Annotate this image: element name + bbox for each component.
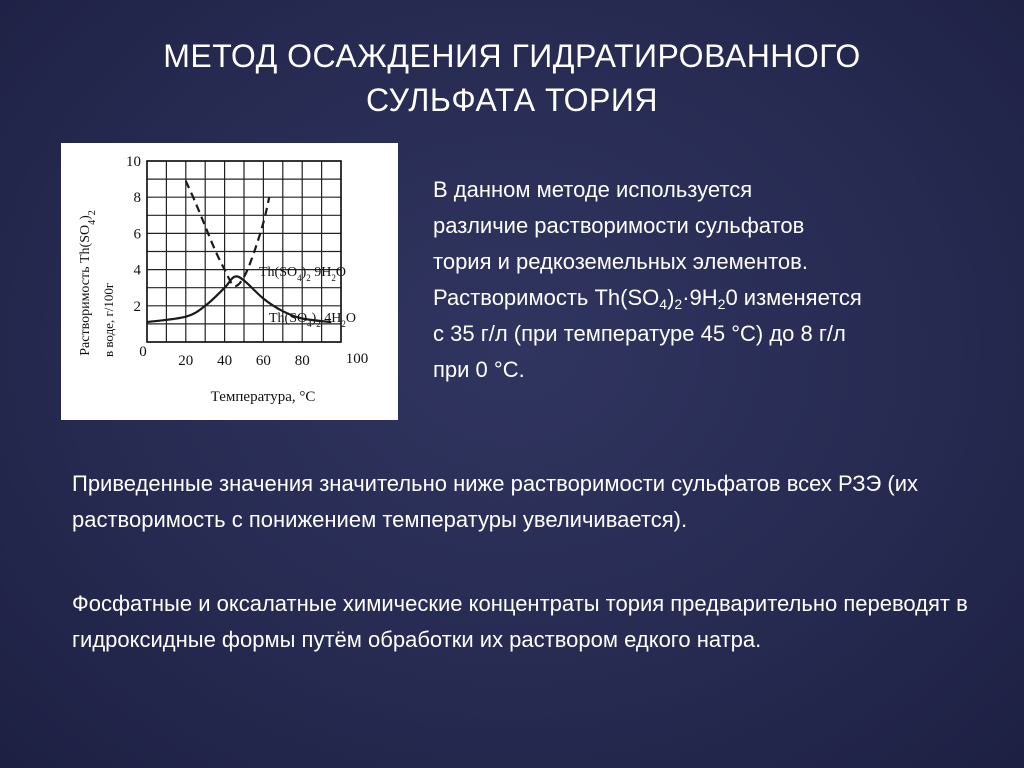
solubility-chart-svg (61, 143, 398, 420)
description-line-4: Растворимость $Th(SO_4)_2\cdot 9H_20$ изменяется (433, 285, 862, 312)
series-label-4h2o: $Th(SO_4)_2$ $4H_2O$ (269, 311, 357, 329)
description-text (433, 172, 993, 388)
x-tick-label: 40 (217, 353, 233, 369)
description-line-6: при 0 °С. (433, 357, 525, 382)
x-tick-label: 60 (255, 353, 271, 369)
y-tick-label: 4 (133, 262, 141, 279)
x-tick-label: 100 (345, 351, 369, 367)
paragraph-ree-solubility: Приведенные значения значительно ниже растворимости сульфатов всех РЗЭ (их растворимость с понижением температуры увеличивается). (72, 471, 919, 532)
solubility-chart (61, 143, 398, 420)
chart-labels (78, 210, 356, 405)
x-tick-label: 0 (139, 344, 147, 360)
description-line-1: В данном методе используется (433, 177, 753, 202)
y-axis-label-line2: в воде, г/100г (101, 282, 116, 357)
y-tick-label: 10 (126, 154, 141, 170)
x-tick-label: 80 (294, 353, 310, 369)
y-axis-label-sub2: 2 (86, 210, 98, 216)
series-label-9h2o: $Th(SO_4)_2$ $9H_2O$ (259, 265, 347, 283)
y-axis-label-main: Растворимость Th(SO (78, 224, 93, 356)
paragraph-concentrates: Фосфатные и оксалатные химические концентраты тория предварительно переводят в гидроксидные формы путём обработки их раствором едкого натра. (72, 591, 968, 652)
y-tick-label: 2 (133, 298, 141, 315)
description-line-3: тория и редкоземельных элементов. (433, 249, 808, 274)
description-line-5: с 35 г/л (при температуре 45 °С) до 8 г/л (433, 321, 846, 346)
slide-title (80, 34, 944, 122)
title-line-1: МЕТОД ОСАЖДЕНИЯ ГИДРАТИРОВАННОГО (163, 38, 861, 74)
x-tick-label: 20 (178, 353, 194, 369)
y-axis-label-line1 (78, 210, 98, 356)
x-axis-label: Температура, °С (210, 389, 316, 405)
y-tick-label: 6 (133, 226, 141, 243)
y-axis-label-sub4: 4 (86, 219, 98, 225)
chart-axes (126, 154, 368, 369)
title-line-2: СУЛЬФАТА ТОРИЯ (366, 82, 658, 118)
y-axis-label-close: ) (78, 215, 93, 220)
description-line-2: различие растворимости сульфатов (433, 213, 805, 238)
y-tick-label: 8 (133, 190, 141, 207)
